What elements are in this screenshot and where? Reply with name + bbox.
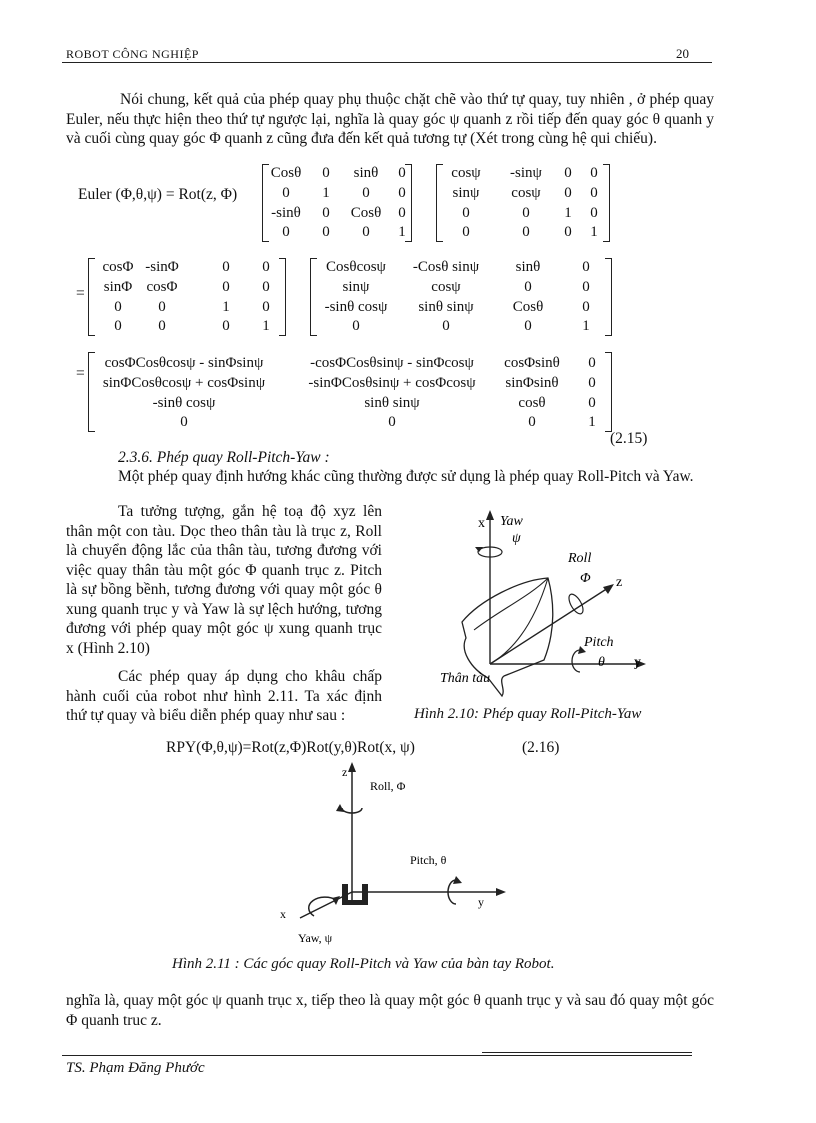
matrix-cell: 1 <box>322 185 330 201</box>
z-axis <box>490 588 608 664</box>
matrix-cell: Cosθcosψ <box>326 259 386 275</box>
matrix-cell: 0 <box>322 205 330 221</box>
matrix-cell: 0 <box>582 299 590 315</box>
matrix-cell: 1 <box>590 224 598 240</box>
matrix-cell: cosΦsinθ <box>504 355 560 371</box>
roll-arrowhead <box>336 804 344 812</box>
running-header: ROBOT CÔNG NGHIỆP <box>66 47 199 61</box>
fig210-psi-label: ψ <box>512 531 521 546</box>
matrix-cell: 0 <box>352 318 360 334</box>
bracket-left <box>310 258 317 336</box>
matrix-cell: sinθ <box>515 259 541 275</box>
matrix-cell: Cosθ <box>512 299 544 315</box>
matrix-cell: 0 <box>362 224 370 240</box>
bracket-right <box>605 352 612 432</box>
fig211-pitch-label: Pitch, θ <box>410 853 447 867</box>
bracket-left <box>262 164 269 242</box>
matrix-cell: 0 <box>322 224 330 240</box>
matrix-cell: cosΦ <box>146 279 178 295</box>
footer-rule <box>62 1055 692 1056</box>
page-number: 20 <box>676 46 689 61</box>
fig211-yaw-label: Yaw, ψ <box>298 931 333 945</box>
equation-number-2-15: (2.15) <box>610 430 648 447</box>
footer-author: TS. Phạm Đăng Phước <box>66 1060 205 1076</box>
intro-paragraph: Nói chung, kết quả của phép quay phụ thuộc chặt chẽ vào thứ tự quay, tuy nhiên , ở phép quay Euler, nếu thực hiện theo thứ tự ngược lại, nghĩa là quay góc ψ quanh z rồi tiếp đến quay góc θ quanh y và cuối cùng quay góc Φ quanh z cũng đưa đến kết quả tương tự (Xét trong cùng hệ qui chiếu). <box>66 91 714 147</box>
ship-hull-keel <box>490 578 548 664</box>
fig210-theta-label: θ <box>598 655 605 670</box>
matrix-cell: cosψ <box>511 185 541 201</box>
matrix-cell: 0 <box>524 279 532 295</box>
matrix-cell: 0 <box>588 355 596 371</box>
matrix-cell: 1 <box>582 318 590 334</box>
matrix-cell: 0 <box>582 259 590 275</box>
matrix-cell: 0 <box>398 205 406 221</box>
bracket-right <box>605 258 612 336</box>
equation-number-2-16: (2.16) <box>522 739 560 756</box>
figure-2-10-roll-pitch-yaw <box>430 500 680 700</box>
fig211-z-label: z <box>342 765 348 779</box>
matrix-cell: 1 <box>564 205 572 221</box>
matrix-cell: 0 <box>524 318 532 334</box>
matrix-cell: sinΦsinθ <box>505 375 559 391</box>
matrix-cell: 0 <box>588 375 596 391</box>
matrix-cell: sinψ <box>452 185 480 201</box>
fig210-roll-label: Roll <box>568 551 592 566</box>
section-intro: Một phép quay định hướng khác cũng thường được sử dụng là phép quay Roll-Pitch và Yaw. <box>118 468 694 485</box>
matrix-cell: 0 <box>222 279 230 295</box>
matrix-rot-z-phi <box>88 258 286 336</box>
matrix-cell: cosψ <box>431 279 461 295</box>
matrix-cell: 0 <box>322 165 330 181</box>
matrix-cell: 0 <box>158 318 166 334</box>
matrix-cell: -sinΦ <box>145 259 179 275</box>
euler-label: Euler (Φ,θ,ψ) = Rot(z, Φ) <box>78 186 238 203</box>
matrix-cell: 0 <box>564 165 572 181</box>
matrix-cell: -sinΦCosθsinψ + cosΦcosψ <box>308 375 476 391</box>
matrix-cell: -sinθ cosψ <box>324 299 388 315</box>
equals-sign-2: = <box>76 365 85 382</box>
figure-2-11-caption: Hình 2.11 : Các góc quay Roll-Pitch và Yaw của bàn tay Robot. <box>172 956 555 972</box>
bracket-left <box>88 352 95 432</box>
matrix-cell: 0 <box>522 205 530 221</box>
matrix-cell: 0 <box>282 185 290 201</box>
matrix-cell: 0 <box>114 299 122 315</box>
matrix-cell: 0 <box>590 185 598 201</box>
matrix-cell: cosθ <box>518 395 546 411</box>
matrix-cell: cosψ <box>451 165 481 181</box>
matrix-cell: sinθ sinψ <box>364 395 420 411</box>
ship-analogy-paragraph: Ta tưởng tượng, gắn hệ toạ độ xyz lên thân một con tàu. Dọc theo thân tàu là trục z, Roll là chuyển động lắc của thân tàu, tương đương với việc quay thân tàu một góc Φ quanh trục z. Pitch là sự bồng bềnh, tương đương với quay một góc θ xung quanh trục y và Yaw là sự lệch hướng, tương đương với phép quay một góc ψ xung quanh trục x (Hình 2.10) <box>66 503 382 657</box>
matrix-cell: sinΦCosθcosψ + cosΦsinψ <box>102 375 266 391</box>
ship-hull-deck <box>474 578 548 630</box>
matrix-cell: 1 <box>222 299 230 315</box>
matrix-cell: 1 <box>398 224 406 240</box>
figure-2-10-caption: Hình 2.10: Phép quay Roll-Pitch-Yaw <box>414 706 642 722</box>
figure-2-11-robot-hand-rotations <box>270 756 530 948</box>
fig210-y-label: y <box>634 655 641 670</box>
z-axis-arrowhead <box>348 762 356 772</box>
rpy-equation: RPY(Φ,θ,ψ)=Rot(z,Φ)Rot(y,θ)Rot(x, ψ) <box>166 739 415 756</box>
matrix-cell: sinΦ <box>103 279 133 295</box>
fig211-x-label: x <box>280 907 286 921</box>
fig210-pitch-label: Pitch <box>584 635 614 650</box>
matrix-cell: -cosΦCosθsinψ - sinΦcosψ <box>310 355 474 371</box>
matrix-cell: 0 <box>590 165 598 181</box>
matrix-cell: 0 <box>262 259 270 275</box>
matrix-cell: 1 <box>588 414 596 430</box>
fig210-z-label: z <box>616 575 623 590</box>
matrix-product-1 <box>310 258 612 336</box>
bracket-left <box>436 164 443 242</box>
matrix-cell: 0 <box>262 279 270 295</box>
matrix-cell: 0 <box>582 279 590 295</box>
bracket-right <box>405 164 412 242</box>
matrix-cell: 0 <box>564 185 572 201</box>
matrix-cell: 0 <box>222 318 230 334</box>
fig211-y-label: y <box>478 895 484 909</box>
yaw-arrowhead <box>332 896 340 905</box>
bracket-left <box>88 258 95 336</box>
bracket-right <box>279 258 286 336</box>
matrix-cell: 0 <box>388 414 396 430</box>
gripper-palm <box>342 900 368 905</box>
footer-rule-accent <box>482 1052 692 1053</box>
fig211-roll-label: Roll, Φ <box>370 779 406 793</box>
matrix-rot-y <box>262 164 412 242</box>
matrix-cell: 0 <box>114 318 122 334</box>
matrix-cell: 0 <box>180 414 188 430</box>
matrix-cell: 0 <box>462 224 470 240</box>
matrix-cell: 0 <box>398 165 406 181</box>
matrix-cell: Cosθ <box>270 165 302 181</box>
matrix-cell: -sinθ <box>271 205 301 221</box>
fig210-phi-label: Φ <box>580 571 591 586</box>
matrix-cell: 0 <box>222 259 230 275</box>
matrix-cell: cosΦ <box>102 259 134 275</box>
matrix-cell: Cosθ <box>350 205 382 221</box>
matrix-cell: 0 <box>442 318 450 334</box>
end-effector-paragraph: Các phép quay áp dụng cho khâu chấp hành cuối của robot như hình 2.11. Ta xác định thứ tự quay và biểu diễn phép quay như sau : <box>66 668 382 724</box>
yaw-arrowhead <box>475 547 483 552</box>
matrix-cell: 0 <box>362 185 370 201</box>
matrix-cell: 0 <box>462 205 470 221</box>
matrix-final <box>88 352 612 432</box>
fig210-hull-label: Thân tàu <box>440 671 491 686</box>
matrix-cell: 0 <box>282 224 290 240</box>
header-rule <box>62 62 712 63</box>
matrix-cell: 0 <box>564 224 572 240</box>
matrix-cell: 0 <box>398 185 406 201</box>
matrix-cell: 0 <box>528 414 536 430</box>
matrix-cell: sinθ <box>353 165 379 181</box>
matrix-cell: -sinθ cosψ <box>152 395 216 411</box>
matrix-cell: cosΦCosθcosψ - sinΦsinψ <box>104 355 264 371</box>
z-axis-arrowhead <box>603 584 614 594</box>
y-axis-arrowhead <box>496 888 506 896</box>
bracket-right <box>603 164 610 242</box>
x-axis-arrowhead <box>486 510 494 520</box>
matrix-cell: sinθ sinψ <box>418 299 474 315</box>
matrix-cell: 0 <box>158 299 166 315</box>
matrix-cell: 0 <box>262 299 270 315</box>
matrix-cell: -Cosθ sinψ <box>412 259 480 275</box>
matrix-cell: 0 <box>590 205 598 221</box>
matrix-cell: sinψ <box>342 279 370 295</box>
matrix-cell: 0 <box>588 395 596 411</box>
fig210-x-label: x <box>478 516 485 531</box>
equals-sign: = <box>76 285 85 302</box>
matrix-cell: -sinψ <box>510 165 542 181</box>
fig210-yaw-label: Yaw <box>500 514 523 529</box>
matrix-cell: 0 <box>522 224 530 240</box>
matrix-cell: 1 <box>262 318 270 334</box>
section-heading: 2.3.6. Phép quay Roll-Pitch-Yaw : <box>118 449 330 466</box>
closing-paragraph: nghĩa là, quay một góc ψ quanh trục x, tiếp theo là quay một góc θ quanh trục y và sau đó quay một góc Φ quanh truc z. <box>66 992 714 1029</box>
matrix-rot-z-psi <box>436 164 610 242</box>
